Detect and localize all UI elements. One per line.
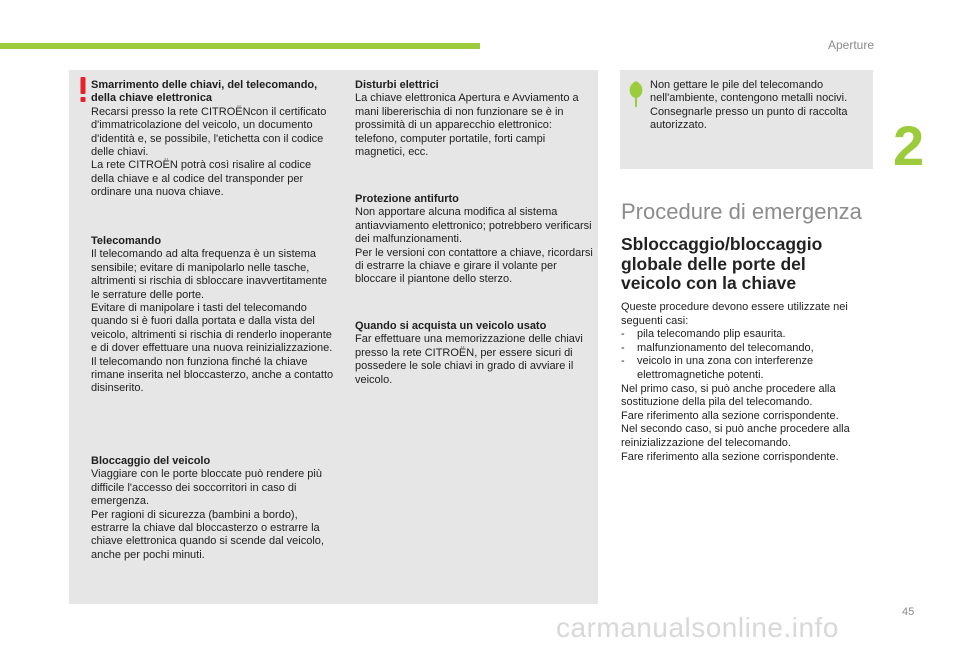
leaf-eco-icon — [628, 80, 644, 108]
exclamation-warning-icon — [79, 77, 87, 103]
eco-note-text: Non gettare le pile del telecomando nell'ambiente, contengono metalli nocivi. Consegnarle presso un punto di raccolta autorizzato. — [650, 79, 848, 132]
watermark: carmanualsonline.info — [556, 612, 839, 643]
procedure-note: Nel secondo caso, si può anche procedere alla reinizializzazione del telecomando. — [621, 423, 850, 449]
block-body: Viaggiare con le porte bloccate può rendere più difficile l'accesso dei soccorritori in caso di emergenza. Per ragioni di sicurezza (bambini a bordo), estrarre la chiave dal bloccasterzo o estrarre la chiave elettronica quando si scende dal veicolo, anche per pochi minuti. — [91, 468, 324, 561]
warning-antitheft — [355, 193, 593, 287]
block-title: Protezione antifurto — [355, 193, 459, 205]
warning-electrical-interference — [355, 79, 593, 159]
block-title: Smarrimento delle chiavi, del telecomando, della chiave elettronica — [91, 79, 318, 105]
procedure-case-list — [621, 328, 881, 382]
block-title: Quando si acquista un veicolo usato — [355, 320, 547, 332]
warning-vehicle-locking — [91, 455, 337, 562]
page-number: 45 — [902, 606, 915, 618]
block-body: Il telecomando ad alta frequenza è un sistema sensibile; evitare di manipolarlo nelle tasche, altrimenti si rischia di sbloccare inavvertitamente le serrature delle porte. Evitare di manipolare i tasti del telecomando quando si è fuori dalla portata e dalla vista del veicolo, altrimenti si rischia di renderlo inoperante e di dover effettuare una nuova reinizializzazione. Il telecomando non funziona finché la chiave rimane inserita nel bloccasterzo, anche a contatto disinserito. — [91, 248, 334, 395]
chapter-number: 2 — [893, 114, 925, 177]
block-title: Bloccaggio del veicolo — [91, 455, 211, 467]
procedure-body — [621, 301, 881, 464]
procedure-subtitle: Sbloccaggio/bloccaggio globale delle porte del veicolo con la chiave — [621, 234, 823, 293]
list-item: - malfunzionamento del telecomando, — [621, 342, 881, 356]
block-title: Disturbi elettrici — [355, 79, 439, 91]
warning-lost-keys — [91, 79, 337, 200]
procedure-note: Nel primo caso, si può anche procedere alla sostituzione della pila del telecomando. — [621, 382, 836, 409]
list-item: - veicolo in una zona con interferenze elettromagnetiche potenti. — [621, 355, 881, 382]
top-accent-bar — [0, 43, 480, 49]
procedure-note: Fare riferimento alla sezione corrispondente. — [621, 450, 839, 463]
warning-used-vehicle — [355, 320, 593, 387]
eco-note — [650, 79, 870, 133]
procedure-intro: Queste procedure devono essere utilizzate nei seguenti casi: — [621, 301, 848, 327]
block-body: Recarsi presso la rete CITROËNcon il certificato d'immatricolazione del veicolo, un documento d'identità e, se possibile, l'etichetta con il codice delle chiavi. La rete CITROËN potrà così risalire al codice della chiave e al codice del transponder per ordinare una nuova chiave. — [91, 105, 327, 199]
block-body: Far effettuare una memorizzazione delle chiavi presso la rete CITROËN, per essere sicuri di possedere le sole chiavi in grado di avviare il veicolo. — [355, 333, 583, 386]
list-item: - pila telecomando plip esaurita. — [621, 328, 881, 342]
warning-remote-control — [91, 235, 337, 396]
block-body: Non apportare alcuna modifica al sistema antiavviamento elettronico; potrebbero verificarsi dei malfunzionamenti. Per le versioni con contattore a chiave, ricordarsi di estrarre la chiave e girare il volante per bloccare il piantone dello sterzo. — [355, 206, 593, 286]
block-body: La chiave elettronica Apertura e Avviamento a mani libererischia di non funzionare se è in prossimità di un apparecchio elettronico: telefono, computer portatile, forti campi magnetici, ecc. — [355, 92, 579, 159]
block-title: Telecomando — [91, 235, 162, 247]
procedure-title: Procedure di emergenza — [621, 199, 862, 224]
section-name: Aperture — [827, 38, 874, 52]
procedure-note: Fare riferimento alla sezione corrispondente. — [621, 409, 839, 422]
